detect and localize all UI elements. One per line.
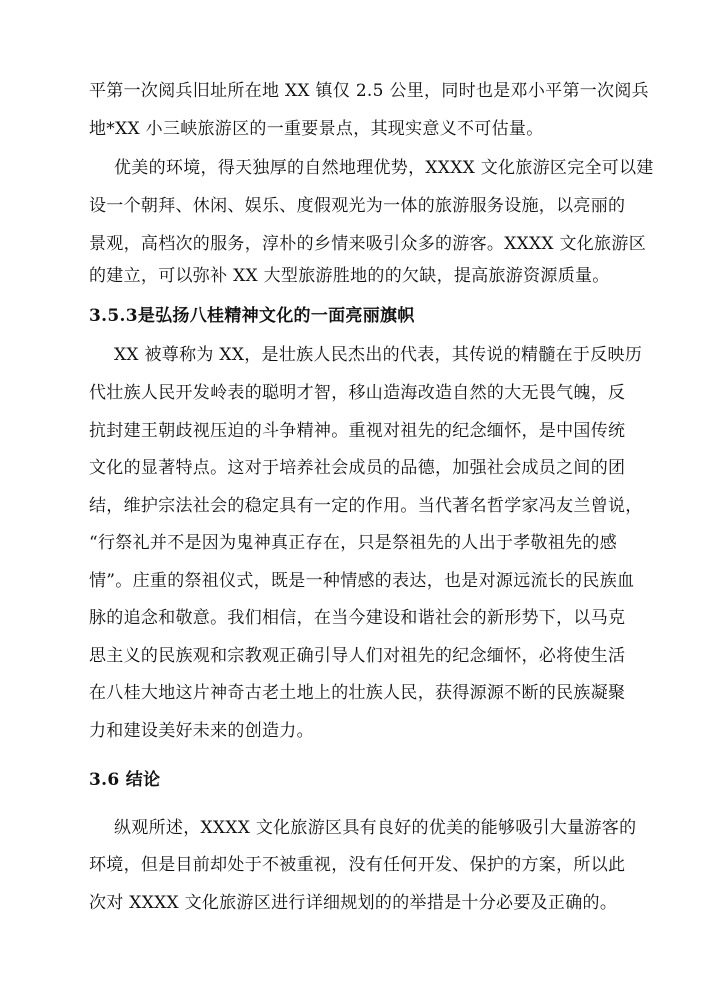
paragraph-3-line-11: 力和建设美好未来的创造力。 xyxy=(89,721,314,741)
paragraph-2-line-4: 的建立，可以弥补 XX 大型旅游胜地的的欠缺，提高旅游资源质量。 xyxy=(89,266,610,286)
paragraph-3-line-7: 情”。庄重的祭祖仪式，既是一种情感的表达，也是对源远流长的民族血 xyxy=(89,571,635,591)
paragraph-3-line-4: 文化的显著特点。这对于培养社会成员的品德，加强社会成员之间的团 xyxy=(89,458,626,478)
paragraph-3-line-3: 抗封建王朝歧视压迫的斗争精神。重视对祖先的纪念缅怀，是中国传统 xyxy=(89,421,626,441)
paragraph-2-line-2: 设一个朝拜、休闲、娱乐、度假观光为一体的旅游服务设施，以亮丽的 xyxy=(89,196,626,216)
paragraph-2-line-1: 优美的环境，得天独厚的自然地理优势，XXXX 文化旅游区完全可以建 xyxy=(114,158,654,178)
paragraph-3-line-10: 在八桂大地这片神奇古老土地上的壮族人民，获得源源不断的民族凝聚 xyxy=(89,683,626,703)
section-heading-3-6: 3.6 结论 xyxy=(89,770,161,790)
section-heading-3-5-3: 3.5.3是弘扬八桂精神文化的一面亮丽旗帜 xyxy=(89,306,415,326)
paragraph-3-line-1: XX 被尊称为 XX，是壮族人民杰出的代表，其传说的精髓在于反映历 xyxy=(114,345,643,365)
paragraph-2-line-3: 景观，高档次的服务，淳朴的乡情来吸引众多的游客。XXXX 文化旅游区 xyxy=(89,234,647,254)
paragraph-3-line-5: 结，维护宗法社会的稳定具有一定的作用。当代著名哲学家冯友兰曾说， xyxy=(89,496,643,516)
paragraph-3-line-6: “行祭礼并不是因为鬼神真正存在，只是祭祖先的人出于孝敬祖先的感 xyxy=(89,533,617,553)
paragraph-3-line-8: 脉的追念和敬意。我们相信，在当今建设和谐社会的新形势下，以马克 xyxy=(89,608,626,628)
paragraph-4-line-3: 次对 XXXX 文化旅游区进行详细规划的的举措是十分必要及正确的。 xyxy=(89,893,618,913)
paragraph-1-line-2: 地*XX 小三峡旅游区的一重要景点，其现实意义不可估量。 xyxy=(89,119,544,139)
paragraph-1-line-1: 平第一次阅兵旧址所在地 XX 镇仅 2.5 公里，同时也是邓小平第一次阅兵 xyxy=(89,81,649,101)
paragraph-3-line-2: 代壮族人民开发岭表的聪明才智，移山造海改造自然的大无畏气魄，反 xyxy=(89,383,626,403)
paragraph-3-line-9: 思主义的民族观和宗教观正确引导人们对祖先的纪念缅怀，必将使生活 xyxy=(89,646,626,666)
paragraph-4-line-2: 环境，但是目前却处于不被重视，没有任何开发、保护的方案，所以此 xyxy=(89,855,626,875)
paragraph-4-line-1: 纵观所述，XXXX 文化旅游区具有良好的优美的能够吸引大量游客的 xyxy=(114,818,637,838)
